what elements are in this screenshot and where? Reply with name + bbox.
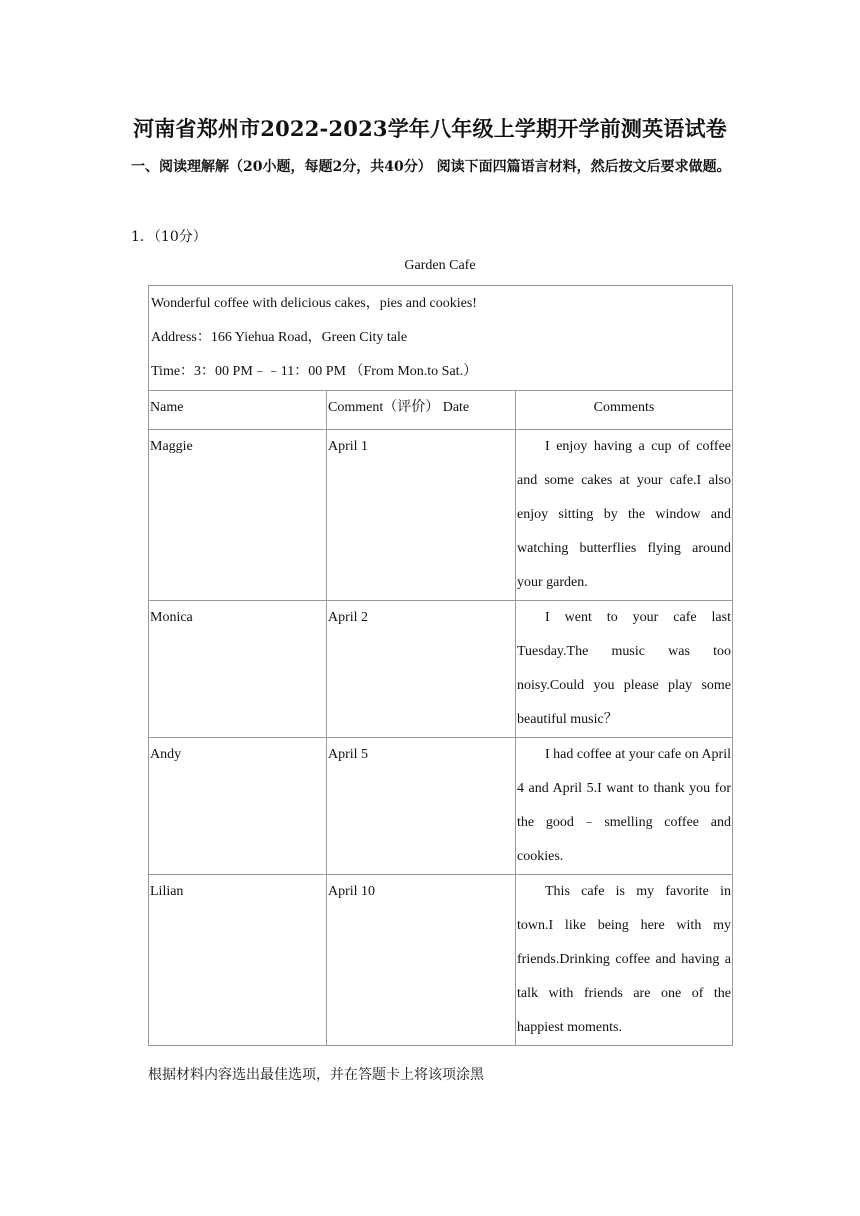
row-name: Monica (149, 601, 327, 738)
table-caption: Garden Cafe (404, 258, 476, 273)
row-comment: This cafe is my favorite in town.I like being here with my friends.Drinking coffee and having a talk with friends are one of the happiest moments. (516, 875, 733, 1046)
row-date: April 1 (327, 430, 516, 601)
cafe-info-address: Address：166 Yiehua Road，Green City tale (151, 330, 408, 345)
row-date: April 5 (327, 738, 516, 875)
row-comment: I enjoy having a cup of coffee and some cakes at your cafe.I also enjoy sitting by the window and watching butterflies flying around your garden. (516, 430, 733, 601)
row-comment: I had coffee at your cafe on April 4 and April 5.I want to thank you for the good﹣smelling coffee and cookies. (516, 738, 733, 875)
question-number: 1．（10分） (131, 229, 207, 245)
row-name: Lilian (149, 875, 327, 1046)
header-comments: Comments (516, 391, 733, 430)
table-row (149, 430, 733, 601)
row-name: Maggie (149, 430, 327, 601)
table-row (149, 738, 733, 875)
cafe-info (149, 286, 733, 391)
row-date: April 2 (327, 601, 516, 738)
cafe-info-row (149, 286, 733, 391)
table-row (149, 875, 733, 1046)
table-header-row (149, 391, 733, 430)
cafe-info-time: Time：3：00 PM﹣﹣11：00 PM （From Mon.to Sat.） (151, 364, 478, 379)
cafe-info-tagline: Wonderful coffee with delicious cakes，pies and cookies! (151, 296, 477, 311)
header-date: Comment（评价） Date (327, 391, 516, 430)
document-title: 河南省郑州市2022-2023学年八年级上学期开学前测英语试卷 (133, 116, 727, 141)
table-row (149, 601, 733, 738)
row-name: Andy (149, 738, 327, 875)
header-name: Name (149, 391, 327, 430)
section-heading: 一、阅读理解解（20小题，每题2分，共40分） 阅读下面四篇语言材料，然后按文后要求做题。 (131, 159, 731, 175)
cafe-table (148, 285, 733, 1046)
row-comment: I went to your cafe last Tuesday.The music was too noisy.Could you please play some beautiful music？ (516, 601, 733, 738)
row-date: April 10 (327, 875, 516, 1046)
instruction-text: 根据材料内容选出最佳选项，并在答题卡上将该项涂黑 (148, 1067, 484, 1083)
